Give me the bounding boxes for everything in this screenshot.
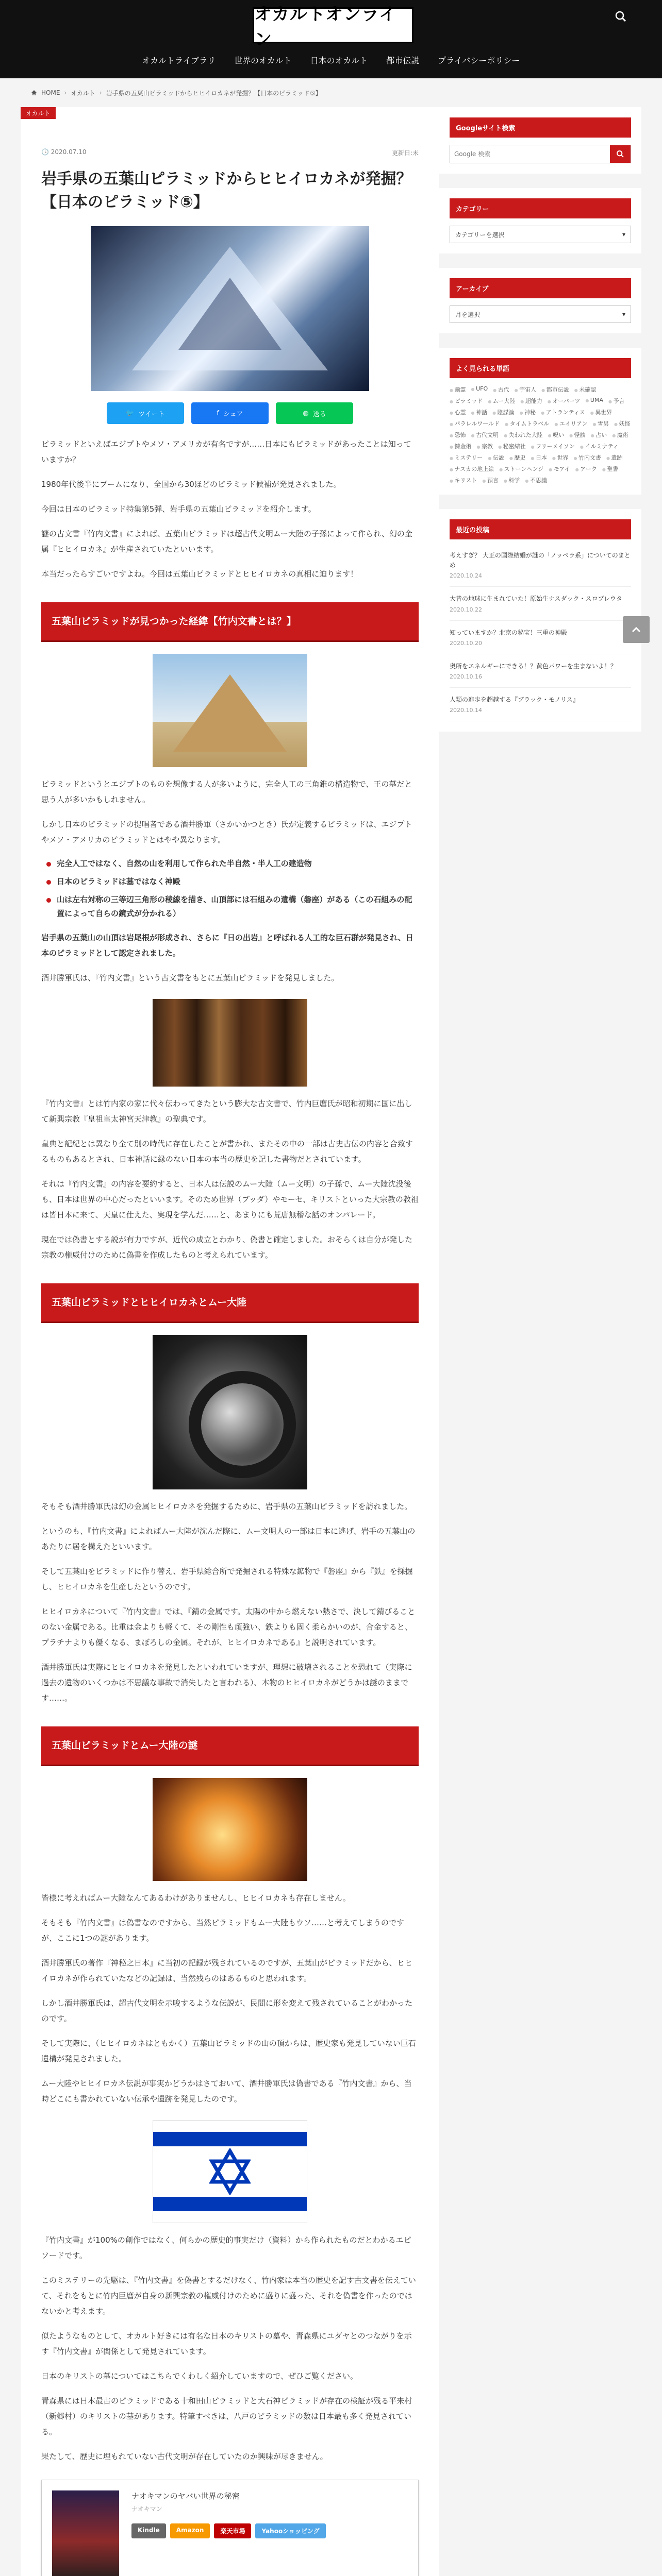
israel-flag-image (153, 2120, 307, 2223)
tag-link[interactable]: ● 伝説 (488, 453, 504, 462)
twitter-icon: 🐦 (126, 409, 135, 417)
archive-select[interactable]: 月を選択 ▾ (450, 306, 631, 323)
search-input[interactable] (450, 145, 610, 163)
product-title[interactable]: ナオキマンのヤバい世界の秘密 (131, 2492, 240, 2501)
share-buttons (41, 402, 419, 424)
intro-5: 本当だったらすごいですよね。今回は五葉山ピラミッドとヒヒイロカネの真相に迫ります！ (41, 569, 358, 579)
tag-link[interactable]: ● 恐怖 (450, 431, 466, 439)
tag-link[interactable]: ● アーク (575, 465, 597, 473)
chevron-right-icon: › (99, 89, 102, 96)
sec3-p5: そして実際に、（ヒヒイロカネはともかく）五葉山ピラミッドの山の頂からは、歴史家も発見していない巨石遺構が発見されました。 (41, 2039, 416, 2063)
intro-4: 謎の古文書『竹内文書』によれば、五葉山ピラミッドは超古代文明ムー大陸の子孫によって作られ、幻の金属『ヒヒイロカネ』が生産されていたといいます。 (41, 529, 412, 554)
eyecatch-image (91, 226, 369, 391)
search-submit-button[interactable] (610, 145, 631, 163)
global-nav (0, 49, 662, 70)
post-updated: 更新日:未 (391, 149, 419, 157)
intro-3: 今回は日本のピラミッド特集第5弾、岩手県の五葉山ピラミッドを紹介します。 (41, 504, 316, 514)
search-icon (616, 150, 624, 158)
widget-title: よく見られる単語 (450, 358, 631, 378)
sec1-p5: 『竹内文書』とは竹内家の家に代々伝わってきたという膨大な古文書で、竹内巨麿氏が昭和初期に国に出して新興宗教『皇祖皇太神宮天津教』の聖典です。 (41, 1099, 412, 1124)
site-header (0, 0, 662, 78)
tag-cloud (450, 385, 631, 484)
tag-link[interactable]: ● オーパーツ (548, 397, 581, 405)
tag-link[interactable]: ● 予言 (608, 397, 625, 405)
back-to-top-button[interactable] (623, 616, 650, 643)
sec3-p8: このミステリーの先駆は、『竹内文書』を偽書とするだけなく、竹内家は本当の歴史を記す古文書を伝えていて、それをもとに竹内巨麿が自身の新興宗教の権威付けのために盛りに盛った、それを偽書を作ったのではないかと考えます。 (41, 2276, 416, 2316)
article (21, 107, 439, 2576)
tag-link[interactable]: ● 陰謀論 (492, 408, 515, 416)
tag-link[interactable]: ● 占い (591, 431, 607, 439)
tag-link[interactable]: ● 神話 (471, 408, 488, 416)
widget-title: アーカイブ (450, 278, 631, 298)
sec3-p3: 酒井勝軍氏の著作『神秘之日本』に当初の記録が残されているのですが、五葉山がピラミッドだから、ヒヒイロカネが作られていたなどの記録は、当然残らのはあるものと思われます。 (41, 1958, 412, 1983)
tag-link[interactable]: ● 科学 (504, 476, 520, 484)
search-widget (439, 107, 641, 174)
tag-link[interactable]: ● 預言 (482, 476, 499, 484)
widget-title: 最近の投稿 (450, 519, 631, 539)
recent-post-date: 2020.10.22 (450, 606, 482, 613)
category-label[interactable]: オカルト (21, 107, 56, 119)
sec3-p1: 皆様に考えればムー大陸なんてあるわけがありませんし、ヒヒイロカネも存在しません。 (41, 1893, 351, 1903)
tag-link[interactable]: ● パラレルワールド (450, 419, 500, 428)
kindle-button[interactable]: Kindle (131, 2523, 166, 2538)
tag-link[interactable]: ● 幽霊 (450, 385, 466, 394)
chevron-down-icon: ▾ (622, 231, 625, 238)
sec3-p6: ムー大陸やヒヒイロカネ伝説が事実かどうかはさておいて、酒井勝軍氏は偽書である『竹内文書』から、当時どこにも書かれていない伝承や遺跡を発見したのです。 (41, 2079, 412, 2104)
sec1-p7: それは『竹内文書』の内容を要約すると、日本人は伝説のムー大陸（ムー文明）の子孫で、ムー大陸沈没後も、日本は世界の中心だったといいます。そのため世界（ブッダ）やモーセ、キリストといった大宗教の教祖は皆日本に来て、天皇に仕えた、実現を学んだ……と、あまりにも荒唐無稽な話のオンパレード。 (41, 1179, 419, 1219)
category-select[interactable]: カテゴリーを選択 ▾ (450, 226, 631, 243)
books-image (153, 999, 307, 1087)
chevron-up-icon (632, 626, 641, 633)
list-item[interactable] (450, 688, 631, 721)
tag-link[interactable]: ● UMA (585, 397, 603, 405)
sec2-p2: というのも、『竹内文書』によればムー大陸が沈んだ際に、ムー文明人の一部は日本に逃げ、岩手の五葉山のあたりに居を構えたといいます。 (41, 1527, 416, 1551)
tag-link[interactable]: ● 妖怪 (614, 419, 631, 428)
tag-link[interactable]: ● 竹内文書 (573, 453, 601, 462)
article-body (41, 436, 419, 2464)
list-item[interactable] (450, 544, 631, 587)
share-twitter-button[interactable]: 🐦 ツイート (107, 402, 184, 424)
tag-link[interactable]: ● ムー大陸 (488, 397, 515, 405)
tag-link[interactable]: ● 世界 (552, 453, 569, 462)
facebook-icon: f (217, 409, 219, 417)
recent-post-date: 2020.10.20 (450, 639, 482, 647)
recent-post-date: 2020.10.16 (450, 673, 482, 680)
widget-title: Googleサイト検索 (450, 117, 631, 138)
sec2-p5: 酒井勝軍氏は実際にヒヒイロカネを発見したといわれていますが、理想に破壊されることを恐れて（実際に過去の遺物のいくつかは不思議な事故で消失したと言われる）、本物のヒヒイロカネがどうかは謎のままです……。 (41, 1663, 412, 1703)
share-line-button[interactable]: ◍ 送る (276, 402, 353, 424)
list-item[interactable] (450, 621, 631, 654)
nav-item-privacy[interactable]: プライバシーポリシー (438, 55, 520, 65)
tag-link[interactable]: ● 錬金術 (450, 442, 472, 450)
chevron-down-icon: ▾ (622, 311, 625, 318)
tag-link[interactable]: ● 古代 (493, 385, 509, 394)
recent-post-title[interactable]: 人類の進歩を超越する『ブラック・モノリス』 (450, 696, 579, 703)
tag-link[interactable]: ● モアイ (549, 465, 570, 473)
post-date: 🕓 2020.07.10 (41, 148, 87, 156)
recent-post-date: 2020.10.24 (450, 572, 482, 580)
tag-link[interactable]: ● 聖書 (602, 465, 619, 473)
list-item[interactable] (450, 587, 631, 620)
tag-link[interactable]: ● ピラミッド (450, 397, 483, 405)
sec3-p4: しかし酒井勝軍氏は、超古代文明を示唆するような伝説が、民間に形を変えて残されていることがわかったのです。 (41, 1998, 413, 2023)
breadcrumb (0, 78, 662, 107)
tag-link[interactable]: ● ナスカの地上絵 (450, 465, 494, 473)
sec3-p11: 青森県には日本最古のピラミッドである十和田山ピラミッドと大石神ピラミッドが存在の検証が残る平来村（新郷村）のキリストの墓があります。特筆すべきは、八戸のピラミッドの数は日本最も多く発見されている。 (41, 2396, 412, 2436)
sec2-p3: そして五葉山をピラミッドに作り替え、岩手県総合所で発掘される特殊な鉱物で『磐座』から『鉄』を採掘し、ヒヒイロカネを生産したというのです。 (41, 1567, 413, 1591)
tag-link[interactable]: ● UFO (471, 385, 488, 394)
section-heading-2: 五葉山ピラミッドとヒヒイロカネとムー大陸 (41, 1283, 419, 1321)
tag-link[interactable]: ● 異世界 (590, 408, 613, 416)
category-widget (439, 188, 641, 253)
tag-link[interactable]: ● 不思議 (525, 476, 547, 484)
search-button[interactable] (610, 6, 631, 27)
search-icon (615, 10, 627, 23)
tag-link[interactable]: ● 心霊 (450, 408, 466, 416)
tag-link[interactable]: ● タイムトラベル (505, 419, 549, 428)
nav-item-library[interactable]: オカルトライブラリ (142, 55, 216, 65)
tag-link[interactable]: ● 超能力 (520, 397, 542, 405)
book-cover-image[interactable] (52, 2490, 119, 2576)
home-icon (31, 90, 37, 96)
mu-woman-image (153, 1778, 307, 1881)
intro-2: 1980年代後半にブームになり、全国から30ほどのピラミッド候補が発見されました。 (41, 480, 341, 489)
archive-widget (439, 268, 641, 333)
star-of-david-icon (209, 2148, 251, 2195)
tag-link[interactable]: ● ミステリー (450, 453, 483, 462)
product-box (41, 2480, 419, 2576)
tag-link[interactable]: ● アトランティス (541, 408, 585, 416)
tag-link[interactable]: ● 日本 (531, 453, 547, 462)
sec2-p1: そもそも酒井勝軍氏は幻の金属ヒヒイロカネを発掘するために、岩手県の五葉山ピラミッドを訪れました。 (41, 1502, 412, 1511)
section-heading-3: 五葉山ピラミッドとムー大陸の謎 (41, 1726, 419, 1765)
rakuten-button[interactable]: 楽天市場 (214, 2523, 251, 2538)
tag-link[interactable]: ● 歴史 (509, 453, 526, 462)
amazon-button[interactable]: Amazon (170, 2523, 210, 2538)
list-item: 日本のピラミッドは墓ではなく神殿 (46, 875, 419, 889)
tag-link[interactable]: ● 都市伝説 (541, 385, 569, 394)
sec3-p2: そもそも『竹内文書』は偽書なのですから、当然ピラミッドもムー大陸もウソ……と考えてしまうのですが、ここに1つの謎があります。 (41, 1918, 404, 1943)
recent-post-title[interactable]: 大昔の地球に生まれていた！原始生ナスダック・スロブレウタ (450, 595, 622, 603)
sec3-p12: 果たして、歴史に埋もれていない古代文明が存在していたのか興味が尽きません。 (41, 2452, 328, 2461)
metal-ring-image (153, 1335, 307, 1489)
post-meta (41, 148, 419, 157)
intro-1: ピラミッドといえばエジプトやメソ・アメリカが有名ですが……日本にもピラミッドがあったことは知っていますか？ (41, 439, 411, 464)
share-facebook-button[interactable]: f シェア (191, 402, 269, 424)
recent-post-title[interactable]: 考えすぎ？ 大正の国際結婚が謎の「ノッペラ系」についてのまとめ (450, 552, 631, 569)
sec2-p4: ヒヒイロカネについて『竹内文書』では、『錆の金属です。太陽の中から燃えない熱さで、決して錆びることのない金属である。比重は金よりも軽くて、その剛性も頑強い、鉄よりも固く柔らかいのが、合金すると、プラチナよりも優くなる、まぼろしの金属。それが、ヒヒイロカネである』と説明されています。 (41, 1607, 416, 1647)
breadcrumb-home[interactable]: HOME (41, 89, 60, 96)
recent-post-date: 2020.10.14 (450, 707, 482, 714)
tag-link[interactable]: ● 宇宙人 (515, 385, 537, 394)
definition-list (41, 857, 419, 921)
product-maker: ナオキマン (131, 2505, 162, 2513)
tag-link[interactable]: ● 失われた大陸 (504, 431, 543, 439)
sec1-p3: 岩手県の五葉山の山頂は岩尾根が形成され、さらに『日の出岩』と呼ばれる人工的な巨石群が発見され、日本のピラミッドとして認定されました。 (41, 933, 413, 958)
tag-link[interactable]: ● エイリアン (554, 419, 587, 428)
nav-item-urban-legend[interactable]: 都市伝説 (386, 55, 420, 65)
tag-link[interactable]: ● 魔術 (612, 431, 628, 439)
tag-link[interactable]: ● 古代文明 (471, 431, 499, 439)
recent-post-title[interactable]: 知っていますか？北京の秘宝！三重の神殿 (450, 629, 568, 636)
sec1-p2: しかし日本のピラミッドの提唱者である酒井勝軍（さかいかつとき）氏が定義するピラミッドは、エジプトやメソ・アメリカのピラミッドとはやや異なります。 (41, 820, 412, 844)
tag-link[interactable]: ● 宗教 (477, 442, 493, 450)
recent-posts-list (450, 544, 631, 721)
sec3-p7: 『竹内文書』が100%の創作ではなく、何らかの歴史的事実だけ（資料）から作られたものだとわかるエピソードです。 (41, 2235, 411, 2260)
sec1-p4: 酒井勝軍氏は、『竹内文書』という古文書をもとに五葉山ピラミッドを発見しました。 (41, 973, 339, 982)
nav-item-world[interactable]: 世界のオカルト (234, 55, 292, 65)
sec1-p1: ピラミッドというとエジプトのものを想像する人が多いように、完全人工の三角錐の構造物で、王の墓だと思う人が多いかもしれません。 (41, 779, 412, 804)
nav-item-japan[interactable]: 日本のオカルト (310, 55, 368, 65)
yahoo-button[interactable]: Yahooショッピング (255, 2523, 325, 2538)
sidebar (439, 107, 641, 746)
sec1-p8: 現在では偽書とする説が有力ですが、近代の成立とわかり、偽書と確定しました。おそらくは自分が発した宗教の権威付けのために偽書を作成したものと考えられています。 (41, 1235, 413, 1260)
recent-posts-widget (439, 509, 641, 732)
list-item: 完全人工ではなく、自然の山を利用して作られた半自然・半人工の建造物 (46, 857, 419, 871)
tag-link[interactable]: ● 雪男 (592, 419, 609, 428)
line-icon: ◍ (303, 409, 309, 417)
tag-link[interactable]: ● 呪い (548, 431, 565, 439)
widget-title: カテゴリー (450, 198, 631, 218)
chevron-right-icon: › (64, 89, 67, 96)
pyramid-image (153, 654, 307, 767)
tag-link[interactable]: ● 怪談 (569, 431, 586, 439)
section-heading-1: 五葉山ピラミッドが見つかった経緯【竹内文書とは？】 (41, 602, 419, 640)
tag-link[interactable]: ● 神秘 (520, 408, 536, 416)
recent-post-title[interactable]: 奥所をエネルギーにできる！？黄色パワーを生まないよ！？ (450, 662, 617, 670)
tag-link[interactable]: ● 遺跡 (606, 453, 623, 462)
tag-link[interactable]: ● イルミナティ (580, 442, 619, 450)
page-title: 岩手県の五葉山ピラミッドからヒヒイロカネが発掘？【日本のピラミッド⑤】 (41, 170, 412, 211)
tag-link[interactable]: ● キリスト (450, 476, 477, 484)
sec3-p9: 似たようなものとして、オカルト好きには有名な日本のキリストの墓や、青森県にユダヤとのつながりを示す『竹内文書』が関係として発見されています。 (41, 2331, 412, 2356)
tag-link[interactable]: ● ストーンヘンジ (499, 465, 543, 473)
site-logo[interactable]: オカルトオンライン (253, 7, 413, 43)
list-item[interactable] (450, 654, 631, 688)
sec3-p10: 日本のキリストの墓についてはこちらでくわしく紹介していますので、ぜひご覧ください。 (41, 2371, 358, 2381)
tag-cloud-widget (439, 348, 641, 495)
breadcrumb-category[interactable]: オカルト (71, 89, 95, 97)
tag-link[interactable]: ● フリーメイソン (531, 442, 575, 450)
tag-link[interactable]: ● 秘密結社 (498, 442, 526, 450)
breadcrumb-current: 岩手県の五葉山ピラミッドからヒヒイロカネが発掘？【日本のピラミッド⑤】 (106, 89, 322, 97)
sec1-p6: 皇典と記紀とは異なり全て別の時代に存在したことが書かれ、またその中の一部は古史古伝の内容と合致するものもあるとされ、日本神話に縁のない日本の本当の歴史を記した書物だとされています。 (41, 1139, 413, 1164)
list-item: 山は左右対称の三等辺三角形の稜線を描き、山頂部には石組みの遺構（磐座）がある（この石組みの配置によって自らの鏡式が分かれる） (46, 893, 419, 921)
tag-link[interactable]: ● 未確認 (574, 385, 597, 394)
